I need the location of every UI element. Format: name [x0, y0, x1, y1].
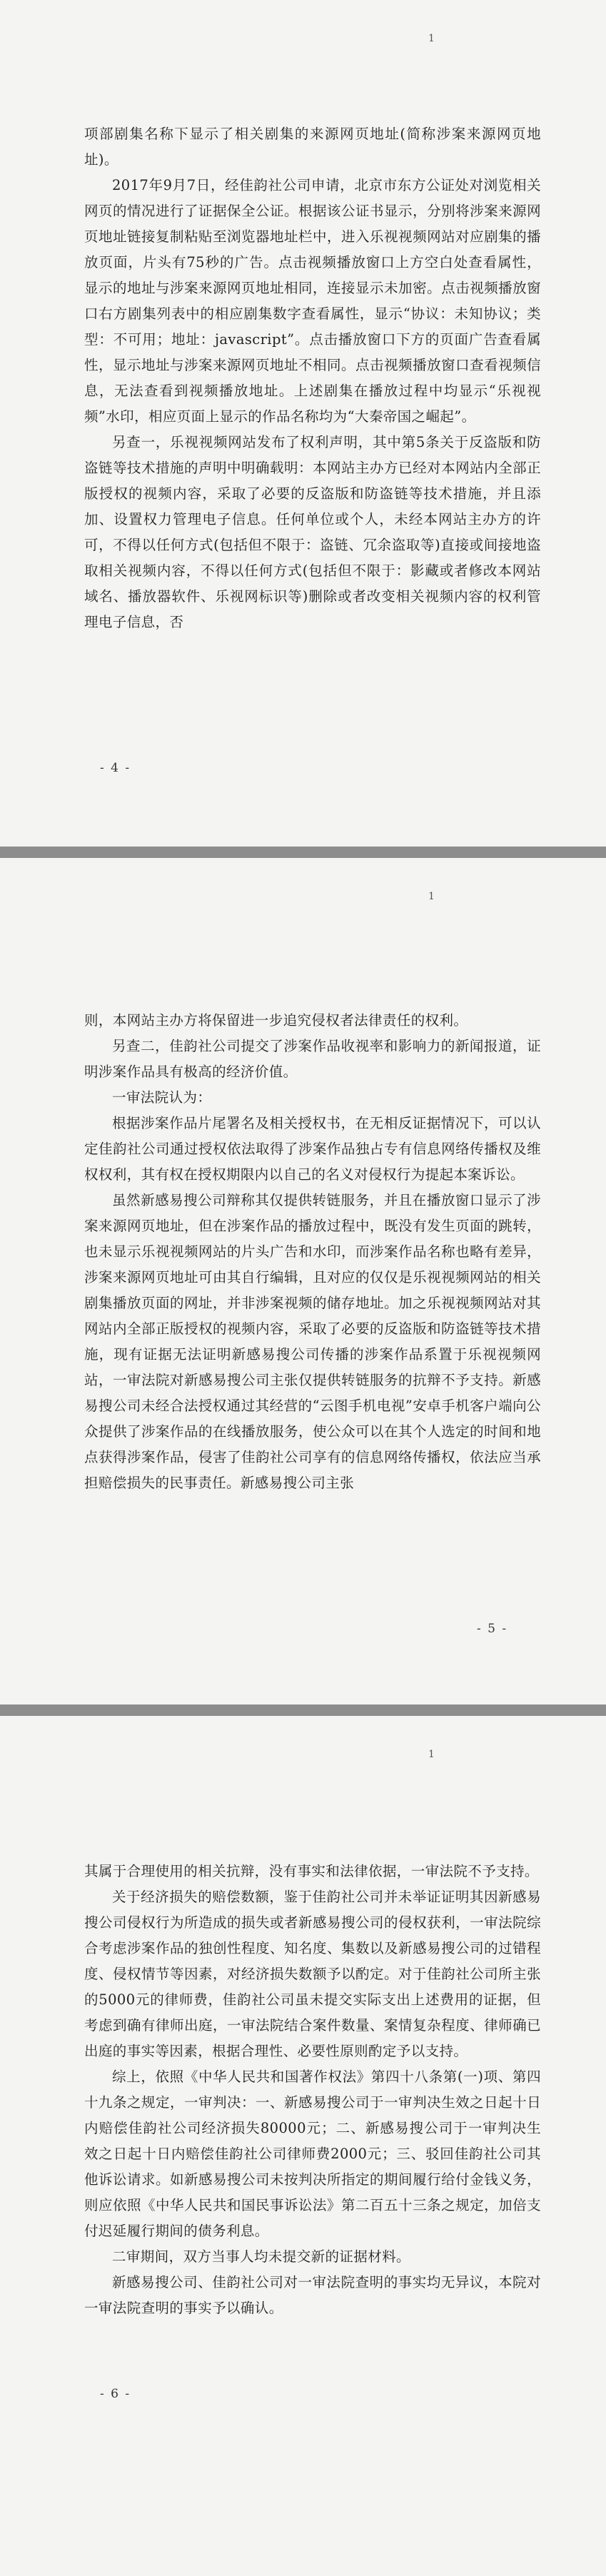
paragraph: 则，本网站主办方将保留进一步追究侵权者法律责任的权利。 — [84, 1012, 468, 1029]
page-top-mark: 1 — [428, 1749, 435, 1760]
paragraph: 二审期间，双方当事人均未提交新的证据材料。 — [112, 2248, 410, 2265]
page-body — [84, 1008, 541, 1496]
page-number: - 4 - — [100, 761, 131, 775]
document-page-4 — [0, 0, 606, 847]
page-body — [84, 1859, 541, 2321]
page-top-mark: 1 — [428, 33, 435, 44]
paragraph: 关于经济损失的赔偿数额，鉴于佳韵社公司并未举证证明其因新感易搜公司侵权行为所造成的损失或者新感易搜公司的侵权获利，一审法院综合考虑涉案作品的独创性程度、知名度、集数以及新感易搜公司的过错程度、侵权情节等因素，对经济损失数额予以酌定。对于佳韵社公司所主张的5000元的律师费，佳韵社公司虽未提交实际支出上述费用的证据，但考虑到确有律师出庭，一审法院结合案件数量、案情复杂程度、律师确已出庭的事实等因素，根据合理性、必要性原则酌定予以支持。 — [84, 1889, 541, 2059]
section-heading: 一审法院认为： — [112, 1089, 212, 1106]
paragraph: 根据涉案作品片尾署名及相关授权书，在无相反证据情况下，可以认定佳韵社公司通过授权依法取得了涉案作品独占专有信息网络传播权及维权权利，其有权在授权期限内以自己的名义对侵权行为提起本案诉讼。 — [84, 1115, 541, 1183]
page-body — [84, 121, 541, 635]
paragraph: 另查二，佳韵社公司提交了涉案作品收视率和影响力的新闻报道，证明涉案作品具有极高的经济价值。 — [84, 1038, 541, 1080]
paragraph: 项部剧集名称下显示了相关剧集的来源网页地址(简称涉案来源网页地址)。 — [84, 126, 541, 168]
paragraph: 新感易搜公司、佳韵社公司对一审法院查明的事实均无异议，本院对一审法院查明的事实予以确认。 — [84, 2274, 541, 2316]
document-page-5 — [0, 858, 606, 1704]
paragraph: 其属于合理使用的相关抗辩，没有事实和法律依据，一审法院不予支持。 — [84, 1863, 539, 1879]
paragraph: 综上，依照《中华人民共和国著作权法》第四十八条第(一)项、第四十九条之规定，一审判决：一、新感易搜公司于一审判决生效之日起十日内赔偿佳韵社公司经济损失80000元；二、新感易搜公司于一审判决生效之日起十日内赔偿佳韵社公司律师费2000元；三、驳回佳韵社公司其他诉讼请求。如新感易搜公司未按判决所指定的期间履行给付金钱义务，则应依照《中华人民共和国民事诉讼法》第二百五十三条之规定，加倍支付迟延履行期间的债务利息。 — [84, 2069, 541, 2239]
page-number: - 5 - — [477, 1622, 508, 1636]
document-page-6 — [0, 1716, 606, 2576]
paragraph: 另查一，乐视视频网站发布了权利声明，其中第5条关于反盗版和防盗链等技术措施的声明中明确载明：本网站主办方已经对本网站内全部正版授权的视频内容，采取了必要的反盗版和防盗链等技术措施，并且添加、设置权力管理电子信息。任何单位或个人，未经本网站主办方的许可，不得以任何方式(包括但不限于：盗链、冗余盗取等)直接或间接地盗取相关视频内容，不得以任何方式(包括但不限于：影藏或者修改本网站域名、播放器软件、乐视网标识等)删除或者改变相关视频内容的权利管理电子信息，否 — [84, 434, 541, 630]
paragraph: 虽然新感易搜公司辩称其仅提供转链服务，并且在播放窗口显示了涉案来源网页地址，但在涉案作品的播放过程中，既没有发生页面的跳转，也未显示乐视视频网站的片头广告和水印，而涉案作品名称也略有差异，涉案来源网页地址可由其自行编辑，且对应的仅仅是乐视视频网站的相关剧集播放页面的网址，并非涉案视频的储存地址。加之乐视视频网站对其网站内全部正版授权的视频内容，采取了必要的反盗版和防盗链等技术措施，现有证据无法证明新感易搜公司传播的涉案作品系置于乐视视频网站，一审法院对新感易搜公司主张仅提供转链服务的抗辩不予支持。新感易搜公司未经合法授权通过其经营的“云图手机电视”安卓手机客户端向公众提供了涉案作品的在线播放服务，使公众可以在其个人选定的时间和地点获得涉案作品，侵害了佳韵社公司享有的信息网络传播权，依法应当承担赔偿损失的民事责任。新感易搜公司主张 — [84, 1192, 541, 1491]
page-number: - 6 - — [100, 2387, 131, 2401]
page-top-mark: 1 — [428, 891, 435, 902]
paragraph: 2017年9月7日，经佳韵社公司申请，北京市东方公证处对浏览相关网页的情况进行了证据保全公证。根据该公证书显示，分别将涉案来源网页地址链接复制粘贴至浏览器地址栏中，进入乐视视频网站对应剧集的播放页面，片头有75秒的广告。点击视频播放窗口上方空白处查看属性，显示的地址与涉案来源网页地址相同，连接显示未加密。点击视频播放窗口右方剧集列表中的相应剧集数字查看属性，显示“协议：未知协议；类型：不可用；地址：javascript”。点击播放窗口下方的页面广告查看属性，显示地址与涉案来源网页地址不相同。点击视频播放窗口查看视频信息，无法查看到视频播放地址。上述剧集在播放过程中均显示“乐视视频”水印，相应页面上显示的作品名称均为“大秦帝国之崛起”。 — [84, 177, 541, 425]
